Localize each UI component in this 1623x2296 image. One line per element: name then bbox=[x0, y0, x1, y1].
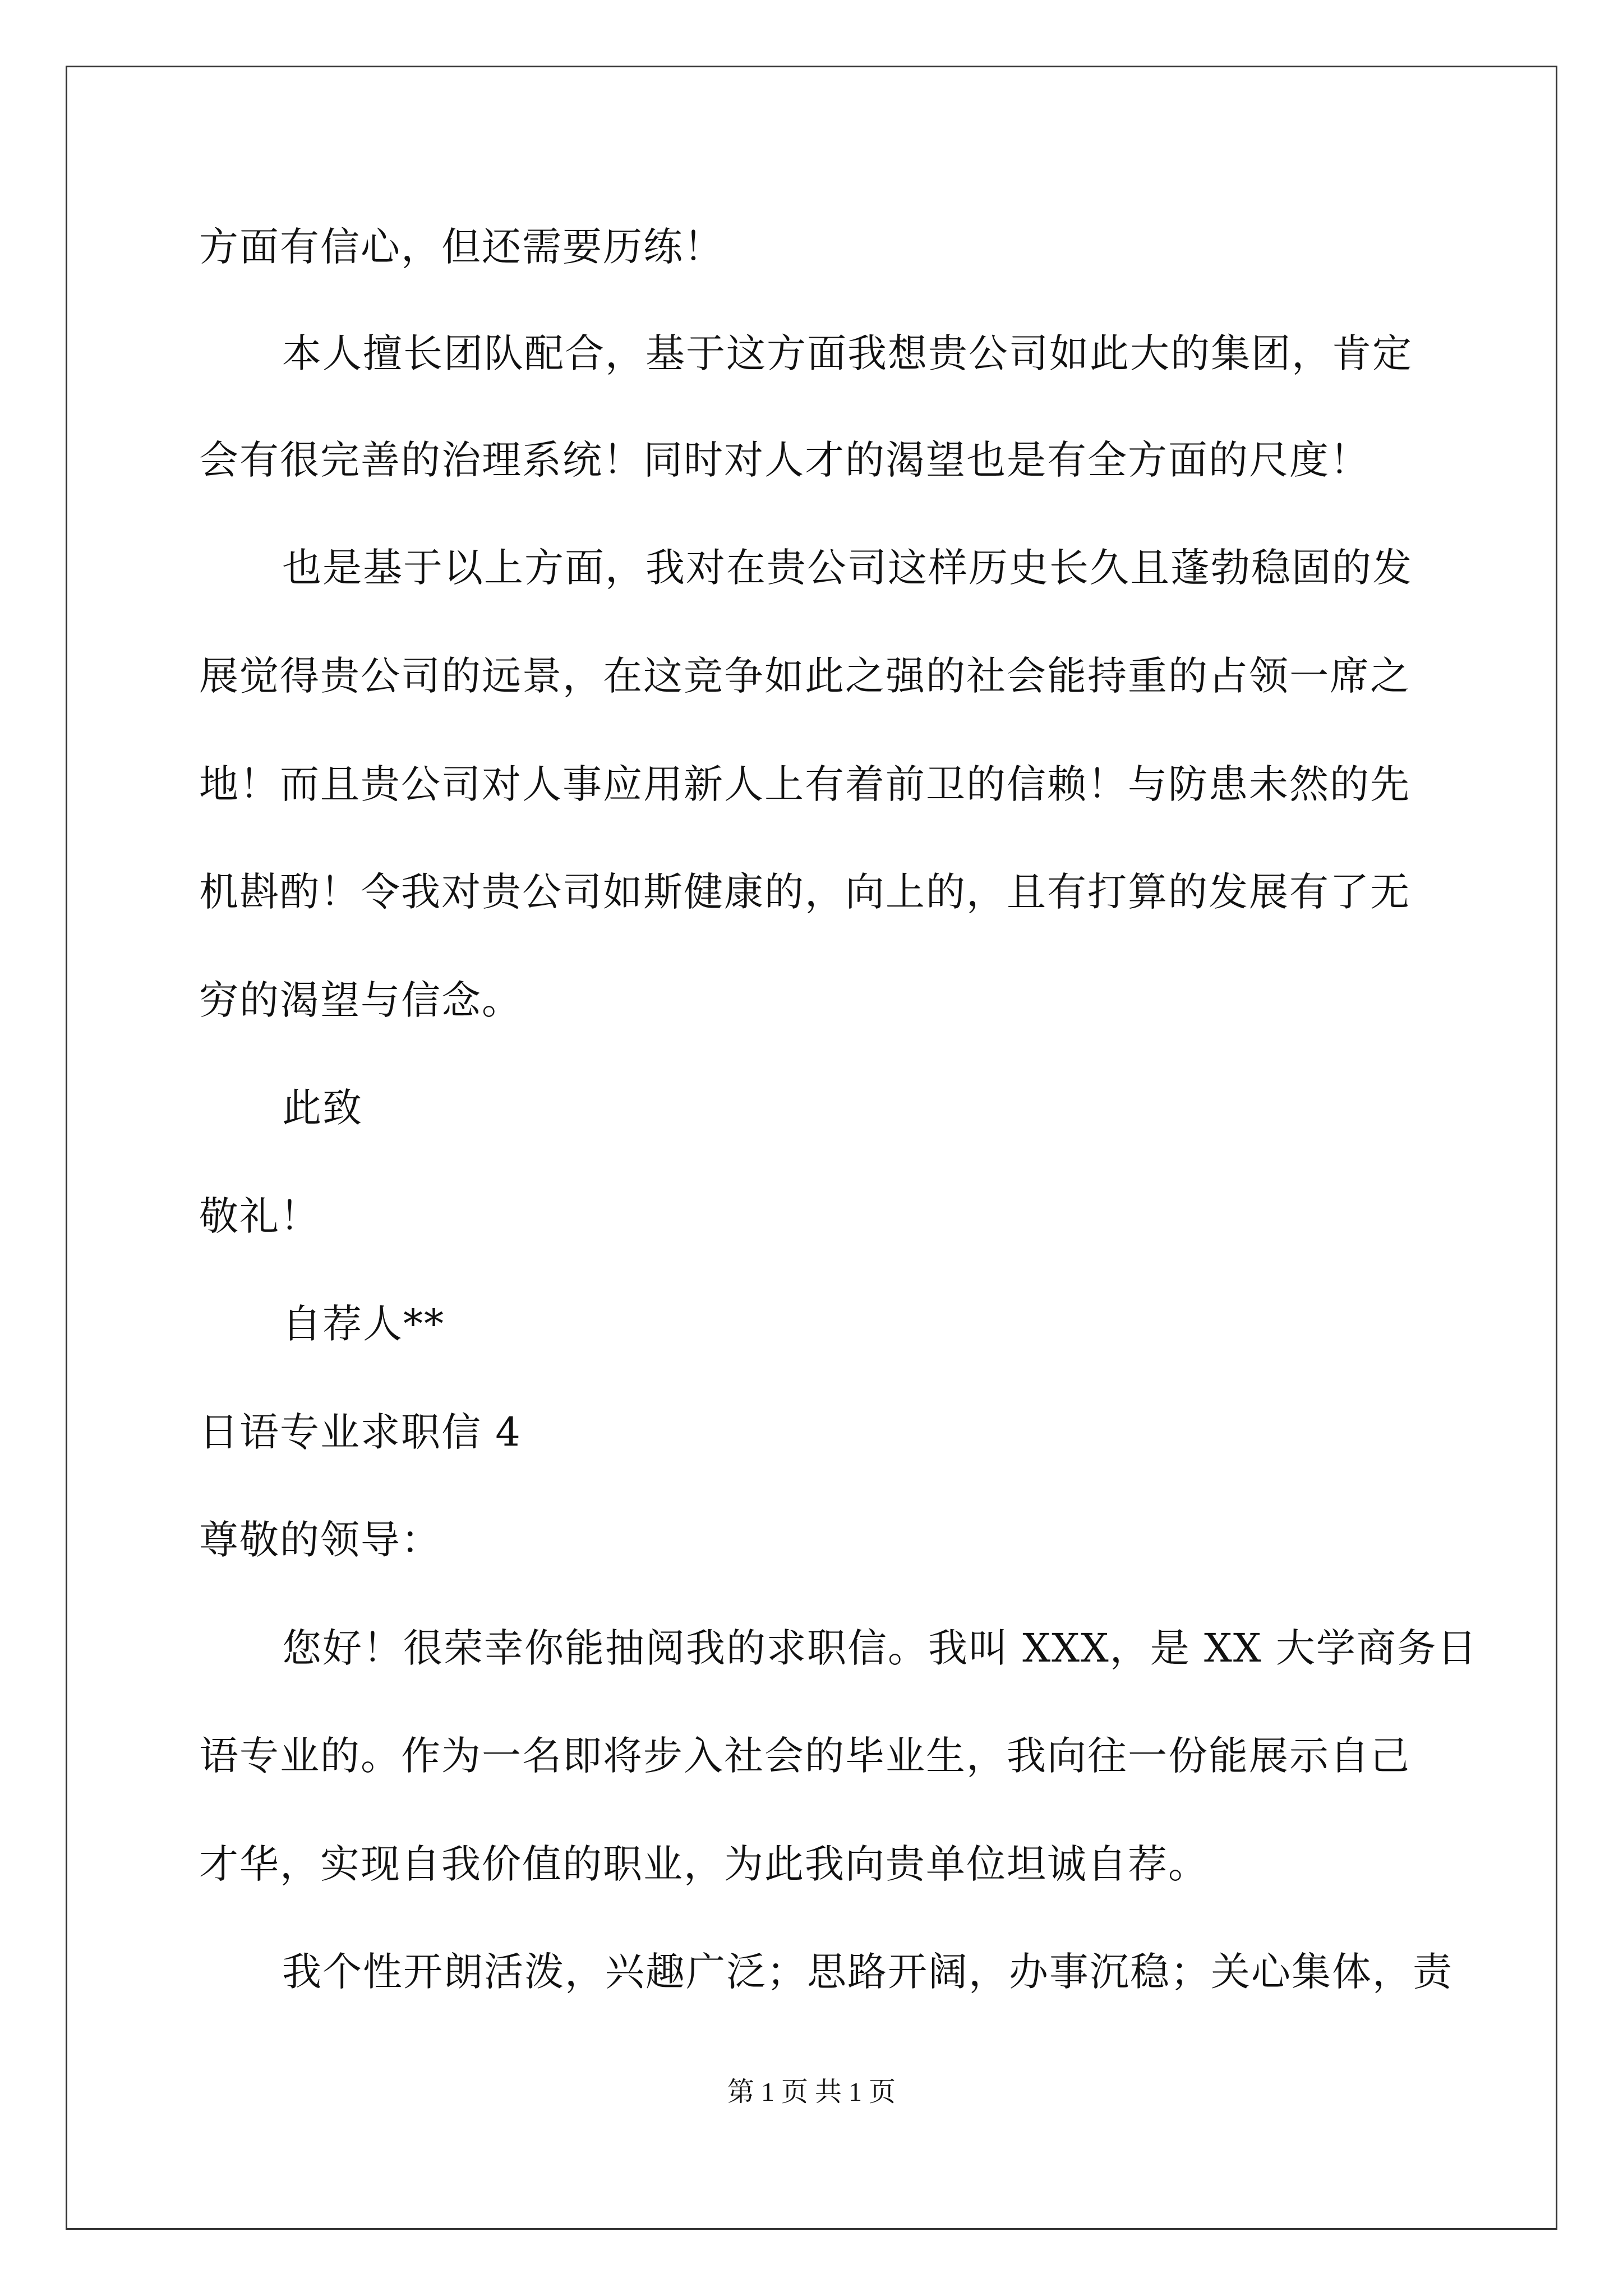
text-line: 方面有信心，但还需要历练！ bbox=[199, 224, 724, 270]
section-title: 日语专业求职信 4 bbox=[199, 1409, 522, 1455]
paragraph-line: 您好！很荣幸你能抽阅我的求职信。我叫 XXX，是 XX 大学商务日 bbox=[282, 1625, 1478, 1671]
text-line: 穷的渴望与信念。 bbox=[199, 977, 522, 1023]
salutation-closing: 此致 bbox=[282, 1085, 363, 1131]
text-line: 语专业的。作为一名即将步入社会的毕业生，我向往一份能展示自己 bbox=[199, 1733, 1410, 1779]
greeting: 尊敬的领导： bbox=[199, 1517, 441, 1563]
signature: 自荐人** bbox=[282, 1301, 445, 1347]
paragraph-line: 我个性开朗活泼，兴趣广泛；思路开阔，办事沉稳；关心集体，责 bbox=[282, 1949, 1453, 1995]
page-border bbox=[66, 66, 1557, 2230]
paragraph-line: 也是基于以上方面，我对在贵公司这样历史长久且蓬勃稳固的发 bbox=[282, 545, 1413, 591]
text-line: 会有很完善的治理系统！同时对人才的渴望也是有全方面的尺度！ bbox=[199, 437, 1370, 483]
text-line: 机斟酌！令我对贵公司如斯健康的，向上的，且有打算的发展有了无 bbox=[199, 869, 1410, 915]
text-line: 展觉得贵公司的远景，在这竞争如此之强的社会能持重的占领一席之 bbox=[199, 653, 1410, 699]
text-line: 才华，实现自我价值的职业，为此我向贵单位坦诚自荐。 bbox=[199, 1841, 1209, 1887]
text-line: 地！而且贵公司对人事应用新人上有着前卫的信赖！与防患未然的先 bbox=[199, 761, 1410, 807]
page-footer: 第 1 页 共 1 页 bbox=[727, 2077, 896, 2107]
paragraph-line: 本人擅长团队配合，基于这方面我想贵公司如此大的集团，肯定 bbox=[282, 330, 1413, 376]
closing-regards: 敬礼！ bbox=[199, 1193, 320, 1239]
